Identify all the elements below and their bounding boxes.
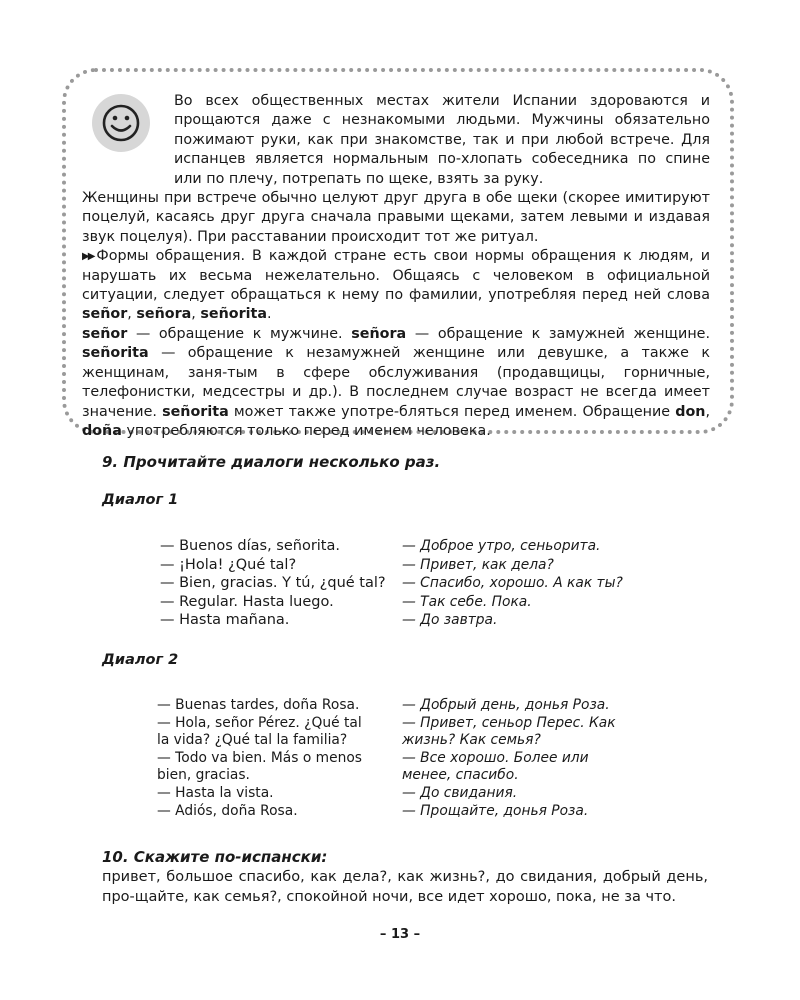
dialog-line: — До завтра. (402, 612, 498, 629)
dialog-line: — Todo va bien. Más o menos bien, gracias. (157, 749, 362, 784)
info-paragraph-3: ▶▶ Формы обращения. В каждой стране есть свои нормы обращения к людям, и нарушать их весьма нежелательно. Общаясь с человеком в официальной ситуации, следует обращаться к нему по фамилии, употребляя перед ней слова señor, señora, señorita. (82, 248, 710, 323)
dialog-line: — Привет, как дела? (402, 556, 554, 573)
dialog-1-russian (402, 537, 623, 630)
dialog-line: — Bien, gracias. Y tú, ¿qué tal? (160, 575, 386, 592)
dialog-line: — Так себе. Пока. (402, 593, 532, 610)
dialog-line: — Buenos días, señorita. (160, 538, 340, 554)
dialog-2-title: Диалог 2 (102, 652, 179, 668)
task-9-title: 9. Прочитайте диалоги несколько раз. (102, 453, 441, 471)
info-paragraph-1: Во всех общественных местах жители Испании здороваются и прощаются даже с незнакомыми людьми. Мужчины обязательно пожимают руки, как при знакомстве, так и при любой встрече. Для испанцев является нормальным по-хлопать собеседника по спине или по плечу, потрепать по щеке, взять за руку. (174, 93, 710, 187)
page-number: – 13 – (379, 927, 421, 942)
info-paragraph-4: señor — обращение к мужчине. señora — обращение к замужней женщине. señorita — обращение к незамужней женщине или девушке, а также к женщинам, заня-тым в сфере обслуживания (продавщицы, горничные, телефонистки, медсестры и др.). В последнем случае возраст не всегда имеет значение. señorita может также употре-бляться перед именем. Обращение don, doña употребляются только перед именем человека. (82, 325, 711, 439)
dialog-1-title: Диалог 1 (102, 492, 179, 508)
dialog-line: — Hasta la vista. (157, 784, 274, 801)
info-paragraph-2: Женщины при встрече обычно целуют друг друга в обе щеки (скорее имитируют поцелуй, касаясь друг друга сначала правыми щеками, затем левыми и издавая звук поцелуя). При расставании происходит тот же ритуал. (82, 190, 710, 245)
task-10-text: привет, большое спасибо, как дела?, как жизнь?, до свидания, добрый день, про-щайте, как семья?, спокойной ночи, все идет хорошо, пока, не за что. (102, 869, 708, 905)
dialog-line: — Добрый день, донья Роза. (402, 697, 610, 713)
double-arrow-icon: ▶▶ (82, 251, 94, 263)
dialog-line: — Все хорошо. Более или менее, спасибо. (402, 749, 589, 784)
info-text (82, 92, 710, 441)
dialog-line: — Buenas tardes, doña Rosa. (157, 697, 360, 713)
dialog-line: — Прощайте, донья Роза. (402, 802, 589, 819)
dialog-line: — Спасибо, хорошо. А как ты? (402, 575, 623, 592)
dialog-1-spanish (160, 537, 386, 630)
task-10-title: 10. Скажите по-испански: (102, 848, 328, 866)
dialog-line: — До свидания. (402, 784, 518, 801)
dialog-line: — ¡Hola! ¿Qué tal? (160, 556, 297, 573)
dialog-line: — Hola, señor Pérez. ¿Qué tal la vida? ¿Qué tal la familia? (157, 714, 362, 749)
dialog-2-russian (402, 697, 617, 820)
dialog-2-spanish (157, 697, 372, 820)
dialog-line: — Доброе утро, сеньорита. (402, 538, 601, 554)
dialog-line: — Adiós, doña Rosa. (157, 802, 298, 819)
dialog-line: — Привет, сеньор Перес. Как жизнь? Как семья? (402, 714, 616, 749)
dialog-line: — Regular. Hasta luego. (160, 593, 334, 610)
dialog-line: — Hasta mañana. (160, 612, 290, 629)
